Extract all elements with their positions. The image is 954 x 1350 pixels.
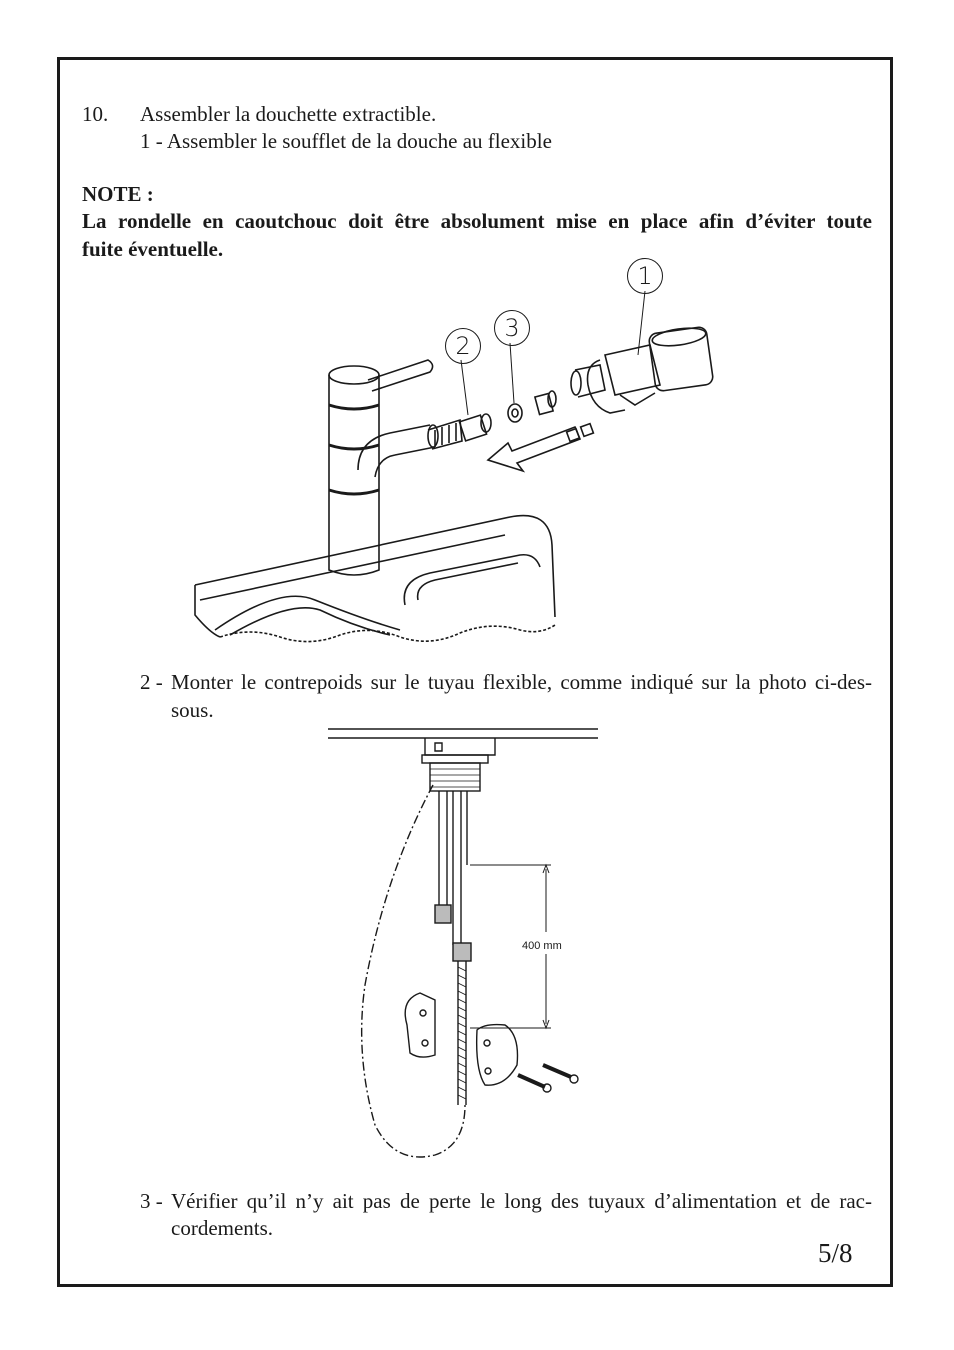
faucet-lever [368,360,433,391]
step-title: Assembler la douchette extractible. [140,102,437,126]
sub-step-2-line-1: Monter le contrepoids sur le tuyau flexible, comme indiqué sur la photo ci-des- [171,670,872,694]
note-heading: NOTE : [82,182,154,206]
callout-3: 3 [494,310,530,346]
screw-2 [543,1065,571,1077]
sub-step-3-line-2: cordements. [171,1216,274,1240]
step-number: 10. [82,102,109,126]
rubber-washer [508,404,522,422]
sub-step-2-prefix: 2 - [140,670,163,694]
note-line-2: fuite éventuelle. [82,237,224,261]
sub-step-3-prefix: 3 - [140,1189,163,1213]
swivel-arrow [588,360,626,413]
assembly-arrow [488,427,580,471]
dimension-label: 400 mm [522,940,562,952]
sink-bowl-left [215,596,400,630]
callout-2: 2 [445,328,481,364]
faucet-body [329,375,379,575]
sub-step-3-line-1: Vérifier qu’il n’y ait pas de perte le long des tuyaux d’alimentation et de rac- [171,1189,872,1213]
sink-bowl-right [404,555,540,605]
callout-1: 1 [627,258,663,294]
sub-step-1: 1 - Assembler le soufflet de la douche au flexible [140,129,552,153]
sub-step-2-line-2: sous. [171,698,214,722]
counterweight-illustration [325,725,605,1165]
fitting-right [453,943,471,961]
note-line-1: La rondelle en caoutchouc doit être absolument mise en place afin d’éviter toute [82,209,872,233]
hose-loop [362,785,465,1157]
page-number: 5/8 [818,1238,853,1268]
counterweight-half-right [477,1025,518,1086]
faucet-assembly-illustration [190,255,730,650]
screw-1 [518,1075,545,1087]
fitting-left [435,905,451,923]
spray-head [605,345,660,395]
counterweight-half-left [405,993,435,1057]
